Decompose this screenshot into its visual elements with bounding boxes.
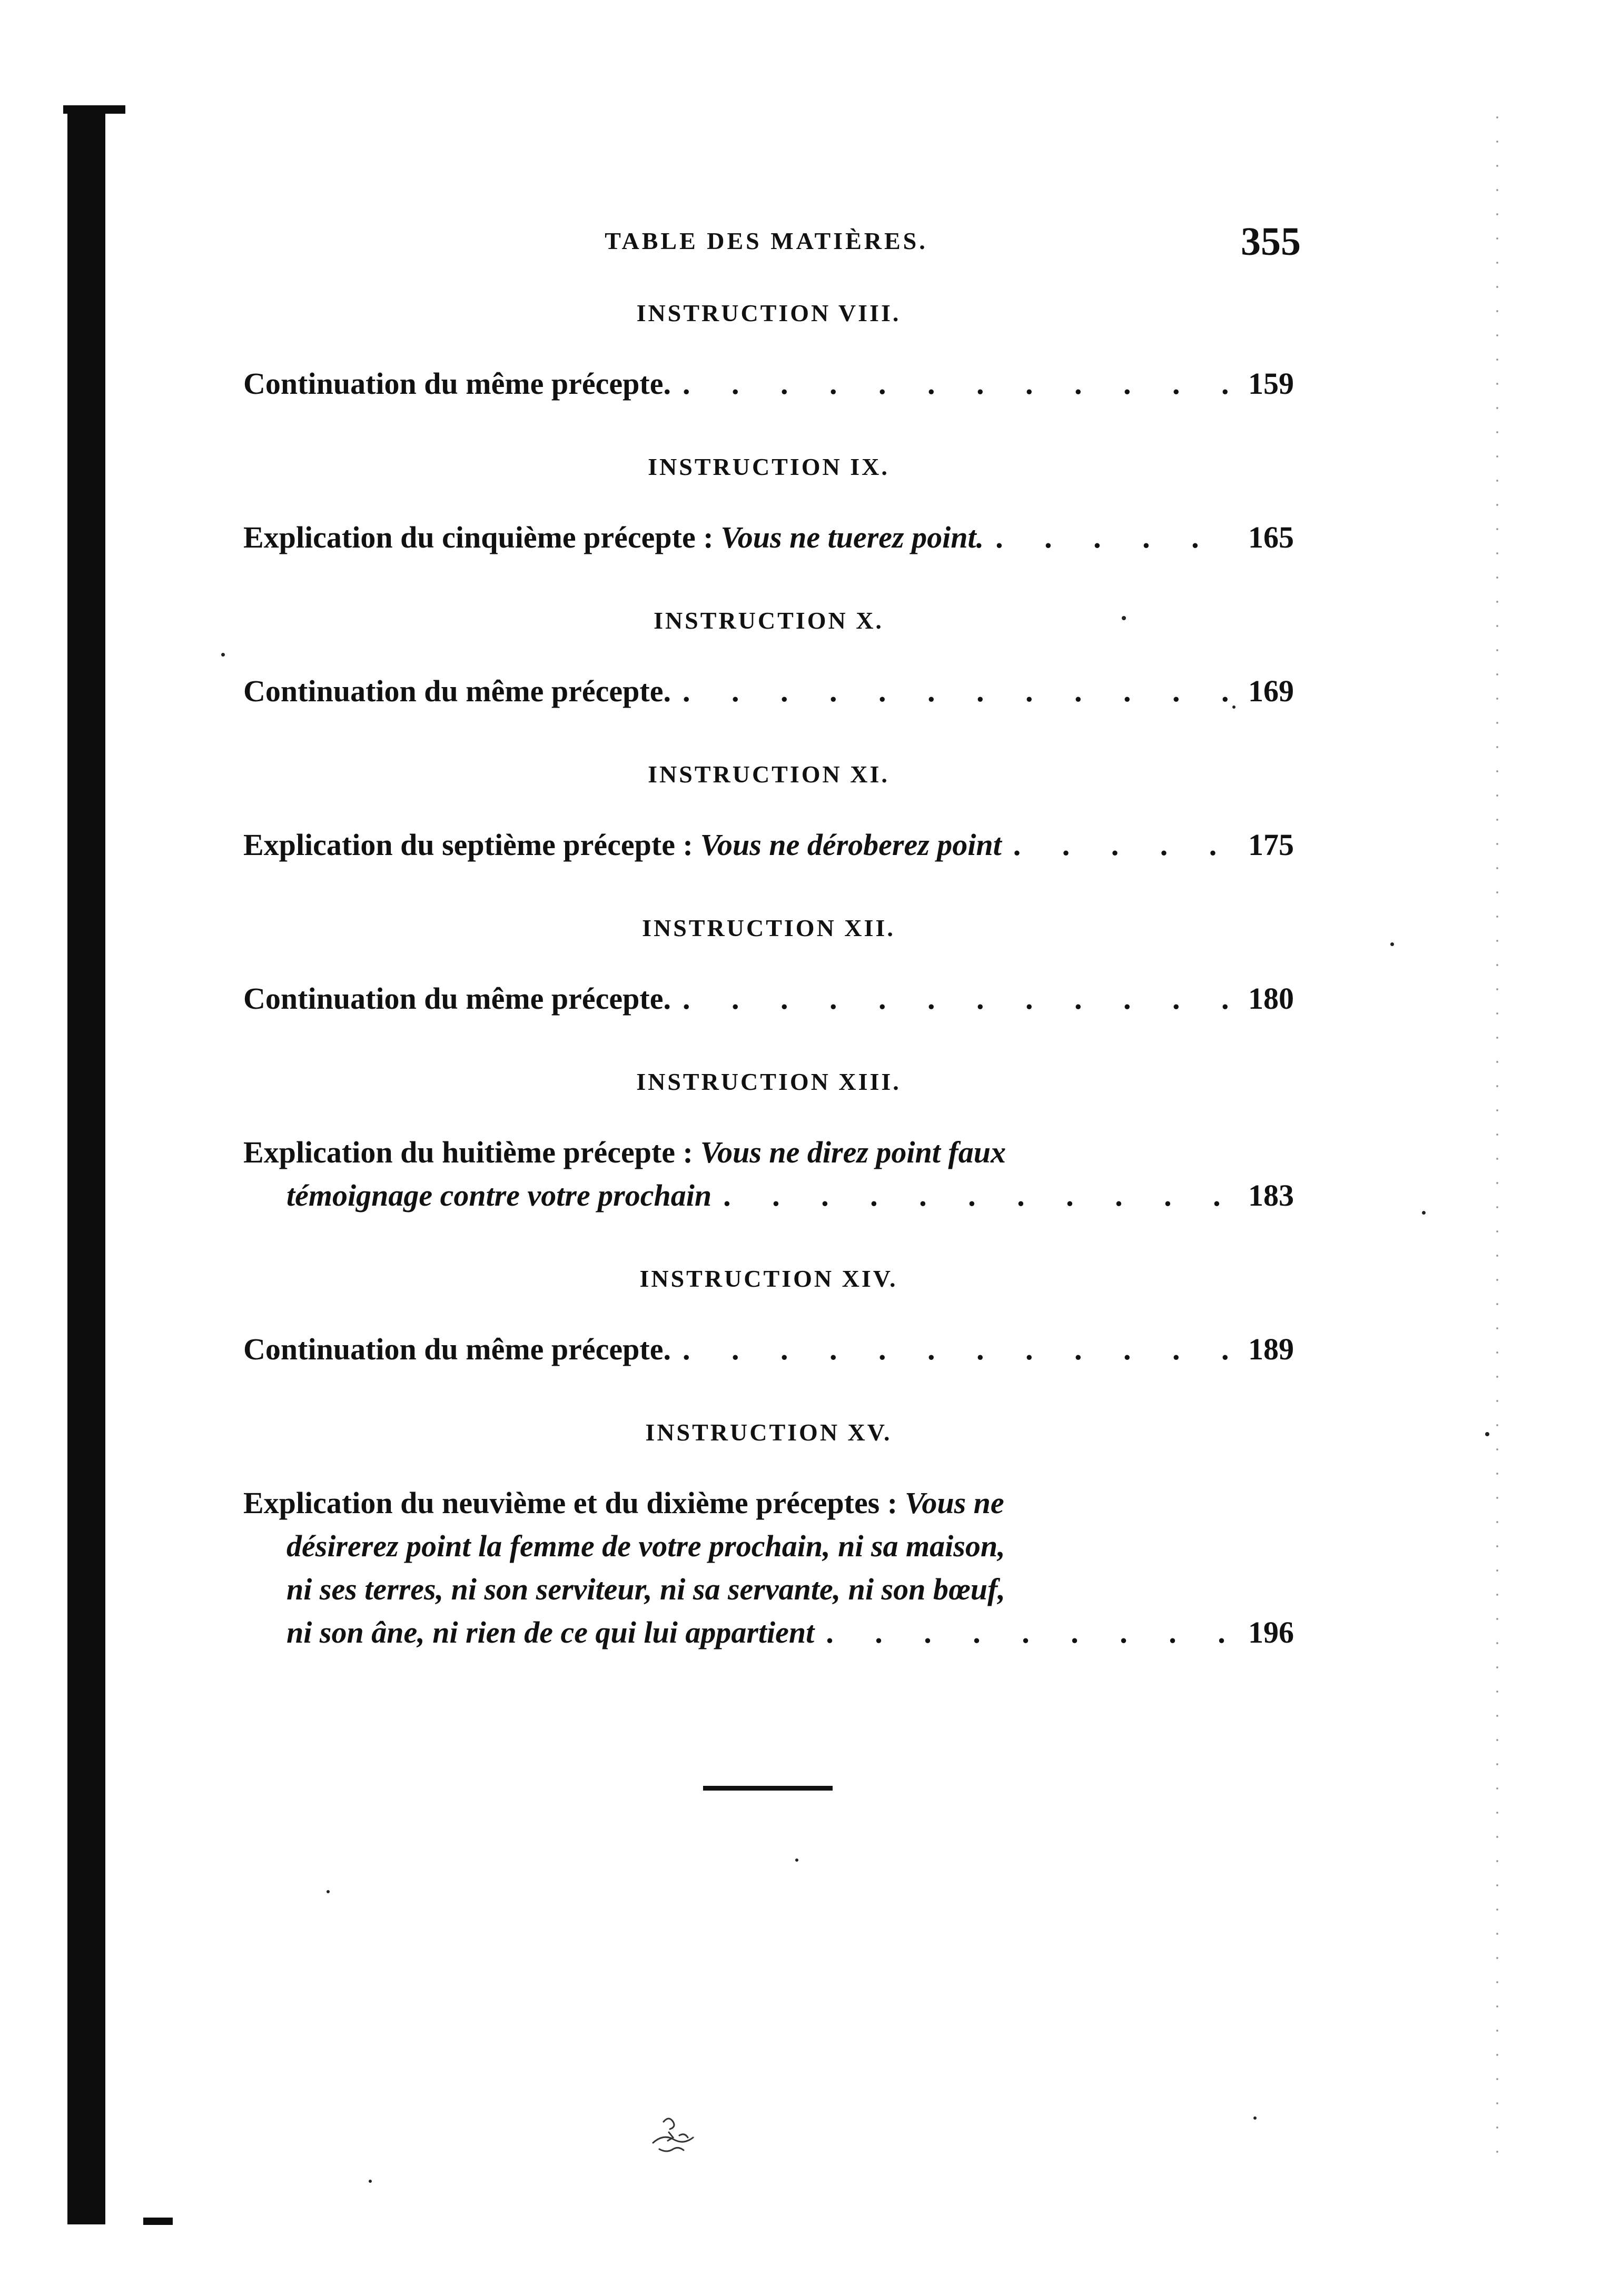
entry-page-number: 159 xyxy=(1248,366,1294,401)
toc-entry-text xyxy=(243,977,1294,1020)
speck xyxy=(1253,2116,1257,2120)
entry-page-number: 180 xyxy=(1248,981,1294,1016)
entry-page-number: 175 xyxy=(1248,828,1294,862)
dot-leader xyxy=(711,1174,1239,1217)
speck xyxy=(221,653,225,657)
speck xyxy=(1485,1432,1489,1436)
entry-title: Continuation du même précepte. xyxy=(243,1332,671,1366)
printer-ornament-icon xyxy=(632,2106,716,2169)
speck xyxy=(369,2180,372,2183)
toc-entry-text xyxy=(243,516,1294,559)
toc-section xyxy=(243,1063,1294,1217)
toc-entry xyxy=(243,362,1294,405)
entry-precept-quote: Vous ne déroberez point xyxy=(700,828,1002,862)
toc-entry-text xyxy=(243,670,1294,713)
speck xyxy=(1390,942,1394,946)
toc-section xyxy=(243,1414,1294,1654)
entry-precept-quote: ni son âne, ni rien de ce qui lui appartient xyxy=(286,1615,815,1649)
entry-title: Continuation du même précepte. xyxy=(243,674,671,708)
closing-rule xyxy=(703,1786,833,1791)
entry-page-number: 196 xyxy=(1248,1615,1294,1649)
entry-title: Continuation du même précepte. xyxy=(243,366,671,401)
toc-entry-line xyxy=(243,1568,1294,1611)
toc-entry xyxy=(243,1482,1294,1654)
entry-page-number: 189 xyxy=(1248,1332,1294,1366)
toc-entry-line xyxy=(243,362,1294,405)
toc-section xyxy=(243,602,1294,713)
instruction-heading: INSTRUCTION VIII. xyxy=(636,300,901,326)
toc-entry xyxy=(243,1131,1294,1217)
toc-entry-line xyxy=(243,1328,1294,1371)
toc-entry-line xyxy=(243,516,1294,559)
dot-leader xyxy=(984,516,1239,559)
instruction-heading: INSTRUCTION X. xyxy=(654,607,884,634)
toc-entry-line xyxy=(243,823,1294,867)
toc-entry-line xyxy=(243,977,1294,1020)
page-number: 355 xyxy=(1241,220,1301,264)
dot-leader xyxy=(671,362,1239,405)
toc-entry xyxy=(243,1328,1294,1371)
instruction-heading: INSTRUCTION XIII. xyxy=(636,1068,901,1095)
toc-entry-text xyxy=(243,362,1294,405)
toc-section xyxy=(243,449,1294,559)
instruction-heading: INSTRUCTION XI. xyxy=(648,761,889,788)
instruction-heading: INSTRUCTION XV. xyxy=(645,1419,892,1446)
page-binding-edge xyxy=(67,108,105,2224)
binding-foot xyxy=(143,2218,173,2225)
entry-title: Explication du cinquième précepte : xyxy=(243,520,714,554)
running-head xyxy=(232,220,1301,267)
speck xyxy=(1422,1211,1426,1215)
dot-leader xyxy=(671,1328,1239,1371)
entry-page-number: 165 xyxy=(1248,520,1294,554)
toc-entry-text xyxy=(243,1131,1294,1217)
toc-entry xyxy=(243,670,1294,713)
entry-title: Explication du septième précepte : xyxy=(243,828,693,862)
toc-entry-line xyxy=(243,670,1294,713)
entry-title: Explication du neuvième et du dixième préceptes : xyxy=(243,1486,898,1520)
toc-section xyxy=(243,295,1294,405)
toc-entry-text xyxy=(243,1328,1294,1371)
entry-precept-quote: désirerez point la femme de votre prochain, ni sa maison, xyxy=(286,1529,1005,1563)
instruction-heading: INSTRUCTION XIV. xyxy=(639,1265,898,1292)
speck xyxy=(327,1890,330,1893)
entry-precept-quote: Vous ne direz point faux xyxy=(700,1135,1006,1169)
entry-precept-quote: Vous ne xyxy=(905,1486,1004,1520)
toc-entry-line xyxy=(243,1131,1294,1174)
table-of-contents xyxy=(243,295,1294,1654)
toc-entry-line xyxy=(243,1611,1294,1654)
instruction-heading: INSTRUCTION IX. xyxy=(648,453,889,480)
entry-precept-quote: ni ses terres, ni son serviteur, ni sa servante, ni son bœuf, xyxy=(286,1572,1005,1606)
toc-section xyxy=(243,1260,1294,1371)
dot-leader xyxy=(814,1611,1239,1654)
toc-entry xyxy=(243,516,1294,559)
dot-leader xyxy=(671,977,1239,1020)
running-title: TABLE DES MATIÈRES. xyxy=(605,227,928,254)
toc-entry-line xyxy=(243,1174,1294,1217)
entry-title: Explication du huitième précepte : xyxy=(243,1135,693,1169)
toc-entry-line xyxy=(243,1525,1294,1568)
speck xyxy=(795,1858,798,1862)
toc-entry-text xyxy=(243,1482,1294,1654)
instruction-heading: INSTRUCTION XII. xyxy=(642,915,895,941)
toc-entry-text xyxy=(243,823,1294,867)
toc-section xyxy=(243,910,1294,1020)
entry-title: Continuation du même précepte. xyxy=(243,981,671,1016)
toc-section xyxy=(243,756,1294,867)
entry-precept-quote: témoignage contre votre prochain xyxy=(286,1178,712,1212)
dot-leader xyxy=(1002,823,1239,867)
dot-leader xyxy=(671,670,1239,713)
toc-entry-line xyxy=(243,1482,1294,1525)
entry-page-number: 169 xyxy=(1248,674,1294,708)
toc-entry xyxy=(243,977,1294,1020)
page-edge-specks xyxy=(1496,105,1499,2159)
entry-precept-quote: Vous ne tuerez point. xyxy=(720,520,984,554)
toc-entry xyxy=(243,823,1294,867)
entry-page-number: 183 xyxy=(1248,1178,1294,1212)
